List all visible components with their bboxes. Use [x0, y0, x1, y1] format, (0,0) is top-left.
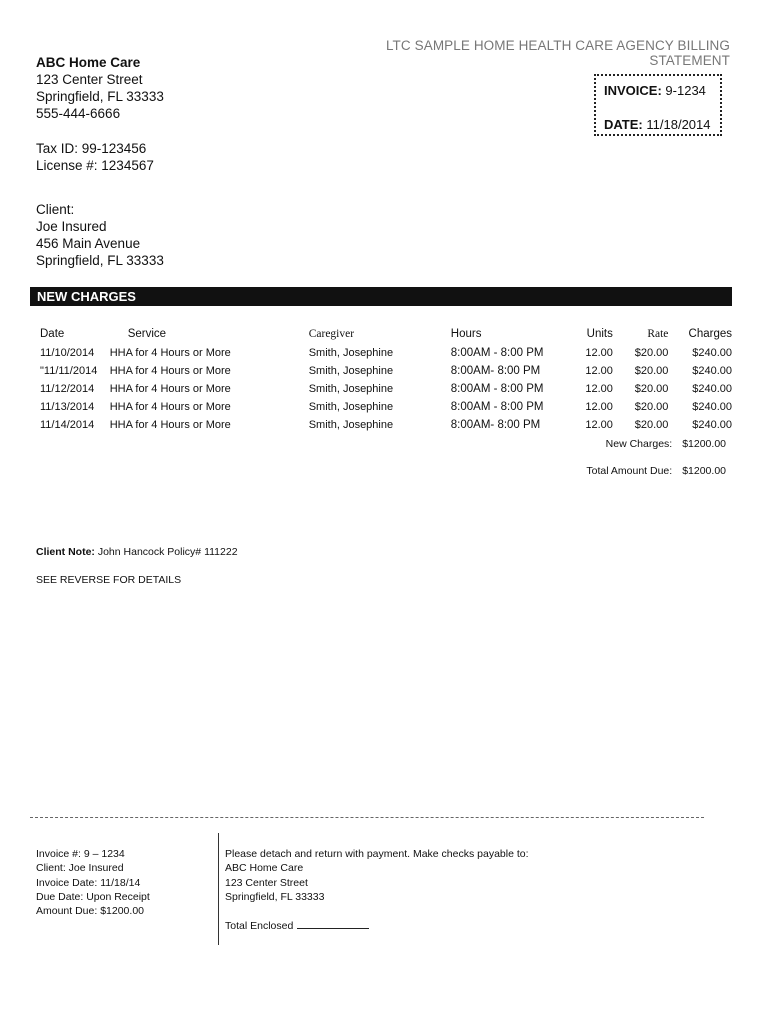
payment-instruction-text: Please detach and return with payment. Make checks payable to: — [225, 848, 529, 860]
cell-units: 12.00 — [585, 401, 613, 413]
cell-date: "11/11/2014 — [40, 365, 98, 377]
cell-date: 11/10/2014 — [40, 347, 95, 359]
new-charges-value: $1200.00 — [682, 438, 726, 450]
client-city: Springfield, FL 33333 — [36, 253, 164, 268]
tax-id: Tax ID: 99-123456 — [36, 141, 147, 156]
stub-amount-due: Amount Due: $1200.00 — [36, 905, 144, 918]
company-street: 123 Center Street — [36, 72, 143, 87]
cell-charges: $240.00 — [692, 383, 732, 395]
cell-caregiver: Smith, Josephine — [308, 419, 394, 431]
charges-table — [30, 326, 732, 434]
cell-hours: 8:00AM- 8:00 PM — [450, 365, 541, 377]
table-row — [30, 416, 732, 434]
cell-hours: 8:00AM - 8:00 PM — [450, 383, 544, 395]
cell-date: 11/13/2014 — [40, 401, 95, 413]
cell-caregiver: Smith, Josephine — [308, 347, 394, 359]
column-header-service: Service — [127, 328, 167, 340]
payee-city: Springfield, FL 33333 — [225, 890, 325, 903]
client-note — [36, 546, 238, 558]
table-row — [30, 362, 732, 380]
payee-name: ABC Home Care — [225, 862, 304, 875]
cell-units: 12.00 — [585, 419, 613, 431]
cell-charges: $240.00 — [692, 347, 732, 359]
column-header-rate: Rate — [647, 328, 669, 340]
column-header-date: Date — [40, 328, 65, 340]
client-label: Client: — [36, 202, 75, 217]
column-header-caregiver: Caregiver — [308, 328, 355, 340]
cell-hours: 8:00AM- 8:00 PM — [450, 419, 541, 431]
column-header-charges: Charges — [688, 328, 732, 340]
client-street: 456 Main Avenue — [36, 236, 141, 251]
total-enclosed-label: Total Enclosed — [225, 920, 294, 932]
cell-service: HHA for 4 Hours or More — [109, 401, 231, 413]
page-title: LTC SAMPLE HOME HEALTH CARE AGENCY BILLING STATEMENT — [385, 38, 730, 68]
company-phone: 555-444-6666 — [36, 106, 121, 121]
cell-rate: $20.00 — [634, 419, 669, 431]
client-block — [36, 201, 164, 269]
cell-charges: $240.00 — [692, 419, 732, 431]
total-due-label: Total Amount Due: — [586, 465, 673, 477]
cell-rate: $20.00 — [634, 365, 669, 377]
stub-client: Client: Joe Insured — [36, 862, 124, 875]
total-enclosed — [225, 918, 369, 932]
table-row — [30, 380, 732, 398]
cell-caregiver: Smith, Josephine — [308, 365, 394, 377]
cell-service: HHA for 4 Hours or More — [109, 365, 231, 377]
cell-rate: $20.00 — [634, 347, 669, 359]
cell-date: 11/12/2014 — [40, 383, 95, 395]
payee-street: 123 Center Street — [225, 876, 308, 889]
new-charges-label: New Charges: — [605, 438, 673, 450]
charges-header-row — [30, 326, 732, 344]
new-charges-total — [560, 438, 726, 450]
cell-caregiver: Smith, Josephine — [308, 383, 394, 395]
client-name: Joe Insured — [36, 219, 107, 234]
cell-units: 12.00 — [585, 383, 613, 395]
cell-rate: $20.00 — [634, 401, 669, 413]
company-name: ABC Home Care — [36, 55, 141, 70]
cell-hours: 8:00AM - 8:00 PM — [450, 401, 544, 413]
payment-instructions — [225, 847, 529, 904]
detach-line — [30, 817, 704, 818]
total-enclosed-field[interactable] — [297, 918, 369, 929]
invoice-date-value: 11/18/2014 — [646, 117, 711, 132]
invoice-date-label: DATE: — [604, 117, 643, 132]
cell-service: HHA for 4 Hours or More — [109, 383, 231, 395]
invoice-number-label: INVOICE: — [604, 83, 662, 98]
invoice-box — [594, 74, 722, 136]
client-note-label: Client Note: — [36, 546, 95, 558]
cell-charges: $240.00 — [692, 365, 732, 377]
cell-service: HHA for 4 Hours or More — [109, 419, 231, 431]
stub-invoice-number: Invoice #: 9 – 1234 — [36, 848, 125, 860]
cell-rate: $20.00 — [634, 383, 669, 395]
invoice-number-value: 9-1234 — [665, 83, 706, 98]
cell-charges: $240.00 — [692, 401, 732, 413]
license-number: License #: 1234567 — [36, 158, 154, 173]
cell-service: HHA for 4 Hours or More — [109, 347, 231, 359]
cell-caregiver: Smith, Josephine — [308, 401, 394, 413]
stub-invoice-date: Invoice Date: 11/18/14 — [36, 876, 141, 889]
invoice-date-row — [604, 116, 720, 133]
column-header-hours: Hours — [450, 328, 482, 340]
cell-units: 12.00 — [585, 365, 613, 377]
cell-hours: 8:00AM - 8:00 PM — [450, 347, 544, 359]
new-charges-header: NEW CHARGES — [30, 287, 732, 306]
stub-divider — [218, 833, 219, 945]
total-amount-due — [520, 465, 726, 477]
charges-table-wrap — [30, 326, 732, 434]
table-row — [30, 344, 732, 362]
cell-units: 12.00 — [585, 347, 613, 359]
total-due-value: $1200.00 — [682, 465, 726, 477]
company-city: Springfield, FL 33333 — [36, 89, 164, 104]
table-row — [30, 398, 732, 416]
stub-due-date: Due Date: Upon Receipt — [36, 890, 150, 903]
payment-stub-summary — [36, 847, 150, 918]
cell-date: 11/14/2014 — [40, 419, 95, 431]
see-reverse-note: SEE REVERSE FOR DETAILS — [36, 574, 182, 586]
company-block — [36, 54, 164, 122]
tax-block — [36, 140, 154, 174]
invoice-number-row — [604, 82, 720, 99]
column-header-units: Units — [586, 328, 613, 340]
client-note-text: John Hancock Policy# 111222 — [97, 546, 238, 558]
